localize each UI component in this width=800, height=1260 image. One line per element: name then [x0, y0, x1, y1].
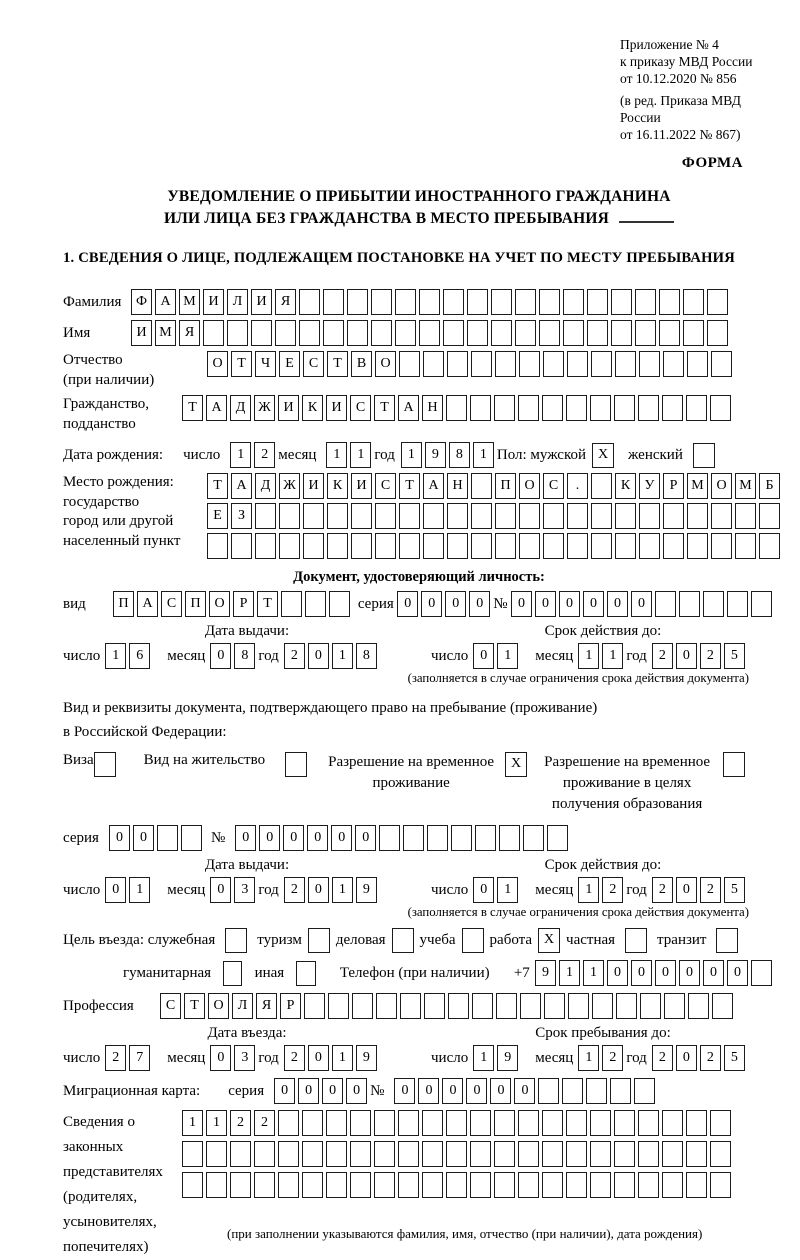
appendix-line: Приложение № 4	[620, 37, 719, 52]
title-blank-underline	[619, 221, 674, 223]
form-title	[63, 186, 775, 230]
doc-issue-year-input[interactable]: 2 0 1 8	[284, 643, 380, 669]
patronymic-label: Отчество (при наличии)	[63, 351, 207, 390]
birthplace-line2-input[interactable]: Е З	[207, 503, 783, 529]
phone-prefix: +7	[513, 964, 530, 981]
validity-note: (заполняется в случае ограничения срока действия документа)	[407, 905, 749, 919]
entry-day-input[interactable]: 2 7	[105, 1045, 153, 1071]
doc-number-input[interactable]: 0 0 0 0 0 0	[511, 591, 775, 617]
residence-issue-month-input[interactable]: 0 3	[210, 877, 258, 903]
checkbox-tourism[interactable]	[308, 928, 330, 953]
residence-issue-year-input[interactable]: 2 0 1 9	[284, 877, 380, 903]
surname-label: Фамилия	[63, 293, 122, 310]
representatives-inputs	[182, 1110, 734, 1242]
residence-valid-month-input[interactable]: 1 2	[578, 877, 626, 903]
residence-doc-intro: Вид и реквизиты документа, подтверждающего право на пребывание (проживание) в Российской Федерации:	[63, 700, 598, 740]
stay-day-input[interactable]: 1 9	[473, 1045, 521, 1071]
representatives-line2-input[interactable]	[182, 1141, 734, 1167]
checkbox-work[interactable]: X	[538, 928, 560, 953]
residence-series-row	[63, 825, 775, 851]
representatives-line1-input[interactable]: 1 1 2 2	[182, 1110, 734, 1136]
birth-year-input[interactable]: 1 9 8 1	[401, 442, 497, 468]
residence-series-label: серия	[63, 829, 99, 846]
birth-day-label: число	[183, 446, 221, 463]
checkbox-male[interactable]: X	[592, 443, 614, 468]
identity-doc-row	[63, 591, 775, 617]
representatives-note: (при заполнении указываются фамилия, имя, отчество (при наличии), дата рождения)	[227, 1226, 703, 1241]
doc-valid-year-input[interactable]: 2 0 2 5	[652, 643, 748, 669]
form-label: ФОРМА	[681, 155, 743, 171]
doc-issue-day-input[interactable]: 1 6	[105, 643, 153, 669]
birth-month-input[interactable]: 1 1	[326, 442, 374, 468]
migcard-series-input[interactable]: 0 0 0 0	[274, 1078, 370, 1104]
sex-female-label: женский	[628, 446, 683, 463]
checkbox-temp-residence[interactable]: X	[505, 752, 527, 777]
appendix-line: к приказу МВД России	[620, 54, 753, 69]
doc-valid-day-input[interactable]: 0 1	[473, 643, 521, 669]
doc-series-input[interactable]: 0 0 0 0	[397, 591, 493, 617]
residence-issue-day-input[interactable]: 0 1	[105, 877, 153, 903]
identity-doc-heading: Документ, удостоверяющий личность:	[293, 569, 545, 585]
entry-year-input[interactable]: 2 0 1 9	[284, 1045, 380, 1071]
transit-label: транзит	[657, 932, 707, 948]
checkbox-visa[interactable]	[94, 752, 116, 777]
profession-label: Профессия	[63, 997, 134, 1014]
birth-day-input[interactable]: 1 2	[230, 442, 278, 468]
doc-number-label: №	[493, 595, 508, 612]
checkbox-residence-permit[interactable]	[285, 752, 307, 777]
business-label: деловая	[335, 932, 386, 948]
birth-date-label: Дата рождения:	[63, 446, 164, 463]
profession-row	[63, 993, 775, 1019]
purpose-label: Цель въезда: служебная	[63, 932, 216, 948]
doc-valid-month-input[interactable]: 1 1	[578, 643, 626, 669]
purpose-row2-phone	[63, 960, 775, 986]
birthplace-labels: Место рождения: государство город или другой населенный пункт	[63, 474, 181, 549]
checkbox-female[interactable]	[693, 443, 715, 468]
birthplace-inputs	[207, 473, 783, 563]
given-name-input[interactable]: И М Я	[131, 320, 731, 346]
checkbox-study[interactable]	[462, 928, 484, 953]
residence-series-input[interactable]: 0 0	[109, 825, 205, 851]
doc-kind-input[interactable]: П А С П О Р Т	[113, 591, 353, 617]
migcard-number-label: №	[370, 1082, 385, 1099]
residence-permit-label: Вид на жительство	[143, 752, 266, 768]
form-title-line2: ИЛИ ЛИЦА БЕЗ ГРАЖДАНСТВА В МЕСТО ПРЕБЫВАНИЯ	[63, 208, 775, 230]
representatives-block	[63, 1110, 775, 1260]
migration-card-label: Миграционная карта:	[63, 1082, 201, 1099]
doc-series-label: серия	[357, 595, 394, 612]
doc-kind-label: вид	[63, 595, 86, 612]
appendix-header	[620, 36, 775, 143]
visit-purpose-row	[63, 928, 775, 953]
private-label: частная	[566, 932, 616, 948]
work-label: работа	[489, 932, 533, 948]
patronymic-row	[63, 351, 775, 390]
patronymic-input[interactable]: О Т Ч Е С Т В О	[207, 351, 735, 377]
checkbox-other-purpose[interactable]	[296, 961, 315, 986]
profession-input[interactable]: С Т О Л Я Р	[160, 993, 736, 1019]
given-name-row	[63, 320, 775, 346]
residence-doc-dates: Дата выдачи: число 0 1 месяц 0 3 год 2 0 1 9 Срок действия до: число 0 1 месяц 1 2 год 2 0 2 5	[63, 857, 775, 903]
tourism-label: туризм	[257, 932, 302, 948]
birthplace-block	[63, 473, 775, 563]
migration-card-row	[63, 1078, 775, 1104]
doc-issue-month-input[interactable]: 0 8	[210, 643, 258, 669]
study-label: учеба	[419, 932, 456, 948]
sex-male-label: Пол: мужской	[496, 446, 587, 463]
stay-year-input[interactable]: 2 0 2 5	[652, 1045, 748, 1071]
checkbox-transit[interactable]	[716, 928, 738, 953]
entry-stay-dates: Дата въезда: число 2 7 месяц 0 3 год 2 0 1 9 Срок пребывания до: число 1 9 месяц 1 2 год 2 0 2 5	[63, 1025, 775, 1071]
appendix-line: от 10.12.2020 № 856	[620, 71, 737, 86]
birth-month-label: месяц	[278, 446, 317, 463]
issue-date-heading: Дата выдачи:	[204, 623, 290, 639]
edition-line: (в ред. Приказа МВД России	[620, 93, 741, 125]
residence-number-input[interactable]: 0 0 0 0 0 0	[235, 825, 571, 851]
birthplace-line3-input[interactable]	[207, 533, 783, 559]
birthplace-line1-input[interactable]: Т А Д Ж И К И С Т А Н П О С . К У Р М О М Б	[207, 473, 783, 499]
representatives-labels: Сведения о законных представителях (родителях, усыновителях, попечителях)	[63, 1114, 163, 1255]
entry-month-input[interactable]: 0 3	[210, 1045, 258, 1071]
identity-doc-dates: Дата выдачи: число 1 6 месяц 0 8 год 2 0 1 8 Срок действия до: число 0 1 месяц 1 1 год 2 0 2 5	[63, 623, 775, 669]
phone-label: Телефон (при наличии)	[339, 964, 490, 981]
birth-date-row	[63, 442, 775, 468]
surname-row	[63, 289, 775, 315]
citizenship-input[interactable]: Т А Д Ж И К И С Т А Н	[182, 395, 734, 421]
phone-input[interactable]: 9 1 1 0 0 0 0 0 0	[535, 960, 775, 986]
checkbox-private[interactable]	[625, 928, 647, 953]
representatives-line3-input[interactable]	[182, 1172, 734, 1198]
patronymic-note: (при наличии)	[63, 371, 155, 388]
temp-residence-education-label: Разрешение на временное проживание в целях получения образования	[544, 754, 711, 812]
citizenship-row	[63, 395, 775, 434]
migcard-series-label: серия	[228, 1082, 265, 1099]
birth-year-label: год	[374, 446, 395, 463]
stay-month-input[interactable]: 1 2	[578, 1045, 626, 1071]
residence-valid-day-input[interactable]: 0 1	[473, 877, 521, 903]
humanitarian-label: гуманитарная	[123, 964, 212, 981]
validity-note: (заполняется в случае ограничения срока действия документа)	[407, 671, 749, 685]
surname-input[interactable]: Ф А М И Л И Я	[131, 289, 731, 315]
given-name-label: Имя	[63, 324, 91, 341]
checkbox-official[interactable]	[225, 928, 247, 953]
residence-valid-year-input[interactable]: 2 0 2 5	[652, 877, 748, 903]
residence-number-label: №	[210, 829, 226, 846]
citizenship-label: Гражданство, подданство	[63, 396, 150, 432]
residence-doc-options	[63, 752, 775, 815]
other-purpose-label: иная	[254, 964, 285, 981]
checkbox-temp-residence-education[interactable]	[723, 752, 745, 777]
valid-until-heading: Срок действия до:	[544, 623, 662, 639]
migcard-number-input[interactable]: 0 0 0 0 0 0	[394, 1078, 658, 1104]
checkbox-humanitarian[interactable]	[223, 961, 242, 986]
section1-heading: 1. СВЕДЕНИЯ О ЛИЦЕ, ПОДЛЕЖАЩЕМ ПОСТАНОВКЕ НА УЧЕТ ПО МЕСТУ ПРЕБЫВАНИЯ	[63, 250, 735, 266]
edition-line: от 16.11.2022 № 867)	[620, 127, 741, 142]
visa-label: Виза	[63, 752, 94, 768]
form-title-line1: УВЕДОМЛЕНИЕ О ПРИБЫТИИ ИНОСТРАННОГО ГРАЖДАНИНА	[167, 188, 671, 205]
temp-residence-label: Разрешение на временное проживание	[328, 754, 495, 791]
checkbox-business[interactable]	[392, 928, 414, 953]
